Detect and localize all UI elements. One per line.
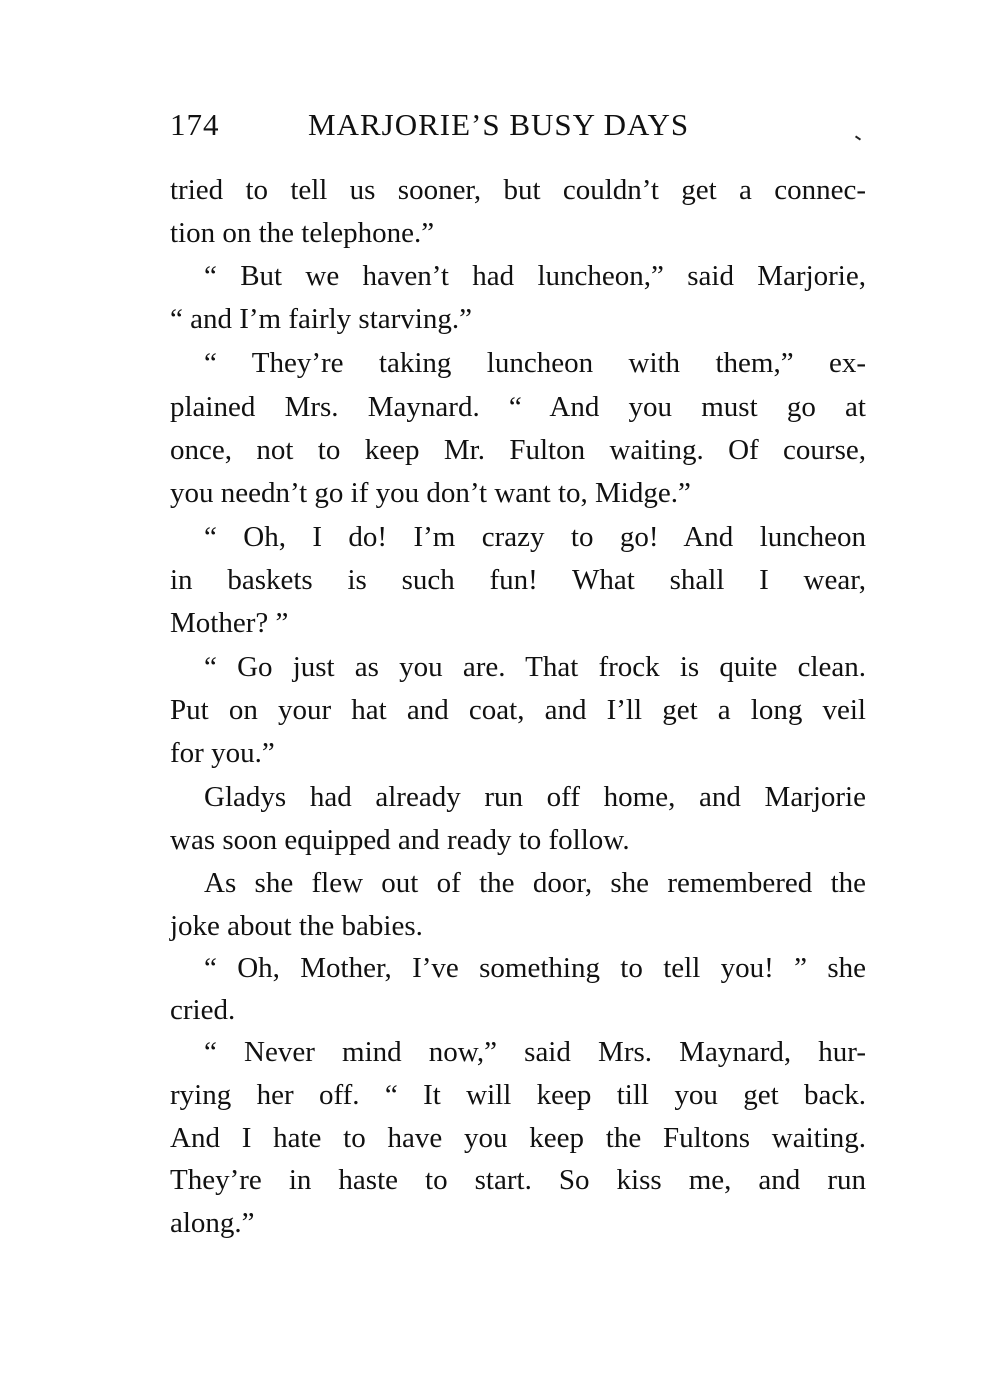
running-title: MARJORIE’S BUSY DAYS — [308, 107, 690, 142]
page-header — [170, 100, 870, 150]
text-line: “ Never mind now,” said Mrs. Maynard, hur- — [204, 1036, 866, 1068]
text-line: “ Oh, Mother, I’ve something to tell you! ” she — [204, 952, 866, 984]
text-line: “ and I’m fairly starving.” — [170, 303, 472, 335]
text-line: They’re in haste to start. So kiss me, and run — [170, 1164, 866, 1196]
text-line: “ Oh, I do! I’m crazy to go! And luncheon — [204, 521, 866, 553]
text-line: As she flew out of the door, she remembered the — [204, 867, 866, 899]
page-number: 174 — [170, 107, 220, 142]
text-line: And I hate to have you keep the Fultons waiting. — [170, 1122, 866, 1154]
text-line: Mother? ” — [170, 607, 289, 639]
text-line: “ But we haven’t had luncheon,” said Marjorie, — [204, 260, 866, 292]
text-line: tried to tell us sooner, but couldn’t get a connec- — [170, 174, 866, 206]
text-line: “ Go just as you are. That frock is quite clean. — [204, 651, 866, 683]
text-line: once, not to keep Mr. Fulton waiting. Of course, — [170, 434, 866, 466]
text-line: “ They’re taking luncheon with them,” ex- — [204, 347, 866, 379]
text-line: in baskets is such fun! What shall I wear, — [170, 564, 866, 596]
text-line: tion on the telephone.” — [170, 217, 435, 249]
text-line: was soon equipped and ready to follow. — [170, 824, 630, 856]
text-line: for you.” — [170, 737, 275, 769]
text-line: along.” — [170, 1207, 255, 1239]
text-line: joke about the babies. — [170, 910, 423, 942]
text-line: Gladys had already run off home, and Marjorie — [204, 781, 866, 813]
text-line: plained Mrs. Maynard. “ And you must go at — [170, 391, 866, 423]
text-line: you needn’t go if you don’t want to, Midge.” — [170, 477, 691, 509]
text-line: cried. — [170, 994, 236, 1026]
text-line: Put on your hat and coat, and I’ll get a long veil — [170, 694, 866, 726]
text-line: rying her off. “ It will keep till you get back. — [170, 1079, 866, 1111]
